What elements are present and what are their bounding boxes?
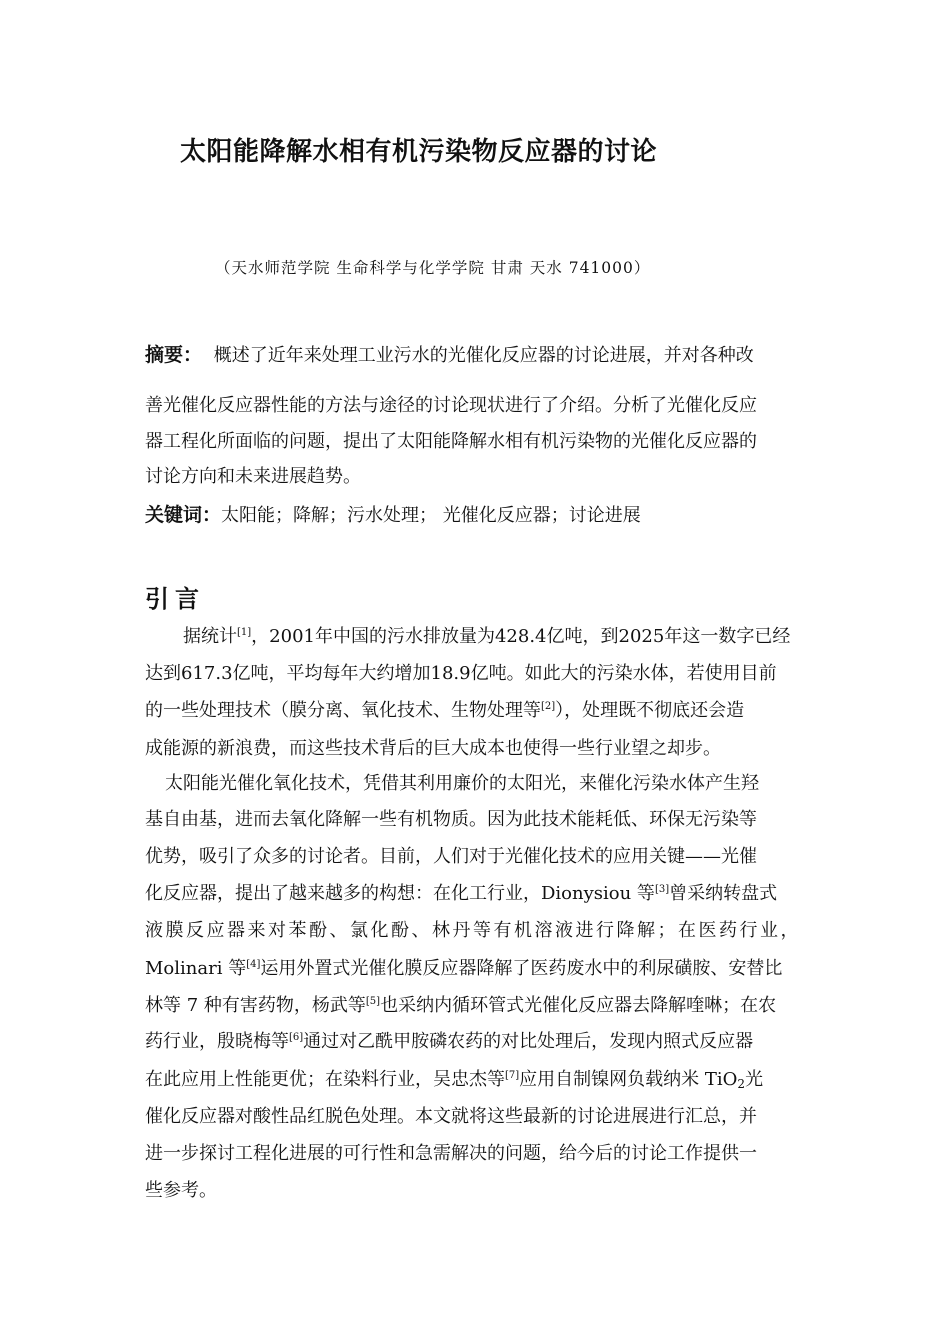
intro-p2-line-9: 在此应用上性能更优；在染料行业，吴忠杰等[7]应用自制镍网负载纳米 TiO$_2$光 — [145, 1069, 764, 1091]
abstract-line-4: 讨论方向和未来进展趋势。 — [145, 466, 361, 487]
intro-p1-line-3: 的一些处理技术（膜分离、氧化技术、生物处理等[2]），处理既不彻底还会造 — [145, 700, 745, 721]
citation-ref: [2] — [541, 701, 556, 712]
intro-p1-line-1: 据统计[1]，2001年中国的污水排放量为428.4亿吨，到2025年这一数字已经 — [183, 626, 791, 647]
citation-ref: [4] — [246, 959, 261, 970]
section-heading-intro: 引言 — [145, 585, 205, 613]
intro-p2-line-5: 液膜反应器来对苯酚、氯化酚、林丹等有机溶液进行降解；在医药行业， — [145, 920, 801, 941]
intro-p2-line-4: 化反应器，提出了越来越多的构想：在化工行业，Dionysiou 等[3]曾采纳转盘式 — [145, 883, 778, 904]
intro-p1-line-2: 达到617.3亿吨，平均每年大约增加18.9亿吨。如此大的污染水体，若使用目前 — [145, 663, 777, 684]
intro-p2-line-7: 林等 7 种有害药物，杨武等[5]也采纳内循环管式光催化反应器去降解喹啉；在农 — [145, 995, 777, 1016]
intro-p2-line-2: 基自由基，进而去氧化降解一些有机物质。因为此技术能耗低、环保无污染等 — [145, 809, 757, 830]
abstract-text: 概述了近年来处理工业污水的光催化反应器的讨论进展，并对各种改 — [213, 345, 754, 366]
intro-p2-line-6: Molinari 等[4]运用外置式光催化膜反应器降解了医药废水中的利尿磺胺、安替比 — [145, 958, 783, 979]
citation-ref: [7] — [505, 1070, 520, 1081]
intro-p2-line-8: 药行业，殷晓梅等[6]通过对乙酰甲胺磷农药的对比处理后，发现内照式反应器 — [145, 1031, 754, 1052]
keywords-line — [145, 500, 641, 527]
intro-p2-line-3: 优势，吸引了众多的讨论者。目前，人们对于光催化技术的应用关键——光催 — [145, 846, 757, 867]
intro-p2-line-1: 太阳能光催化氧化技术，凭借其利用廉价的太阳光，来催化污染水体产生羟 — [165, 773, 759, 794]
citation-ref: [1] — [237, 627, 252, 638]
keywords-text: 太阳能；降解；污水处理； 光催化反应器；讨论进展 — [221, 505, 641, 526]
subscript: 2 — [737, 1077, 746, 1091]
abstract-label: 摘要： — [145, 344, 203, 366]
citation-ref: [5] — [365, 996, 381, 1007]
keywords-label: 关键词： — [145, 504, 222, 526]
affiliation: （天水师范学院 生命科学与化学学院 甘肃 天水 741000） — [215, 259, 651, 277]
intro-p2-line-11: 进一步探讨工程化进展的可行性和急需解决的问题，给今后的讨论工作提供一 — [145, 1143, 757, 1164]
intro-p1-line-4: 成能源的新浪费，而这些技术背后的巨大成本也使得一些行业望之却步。 — [145, 738, 721, 759]
abstract-line-3: 器工程化所面临的问题，提出了太阳能降解水相有机污染物的光催化反应器的 — [145, 431, 757, 452]
citation-ref: [6] — [289, 1032, 304, 1043]
abstract-line-2: 善光催化反应器性能的方法与途径的讨论现状进行了介绍。分析了光催化反应 — [145, 395, 757, 416]
document-title: 太阳能降解水相有机污染物反应器的讨论 — [180, 137, 658, 167]
intro-p2-line-10: 催化反应器对酸性品红脱色处理。本文就将这些最新的讨论进展进行汇总，并 — [145, 1106, 757, 1127]
citation-ref: [3] — [654, 884, 670, 895]
abstract-line-1 — [145, 340, 754, 367]
intro-p2-line-12: 些参考。 — [145, 1180, 217, 1201]
